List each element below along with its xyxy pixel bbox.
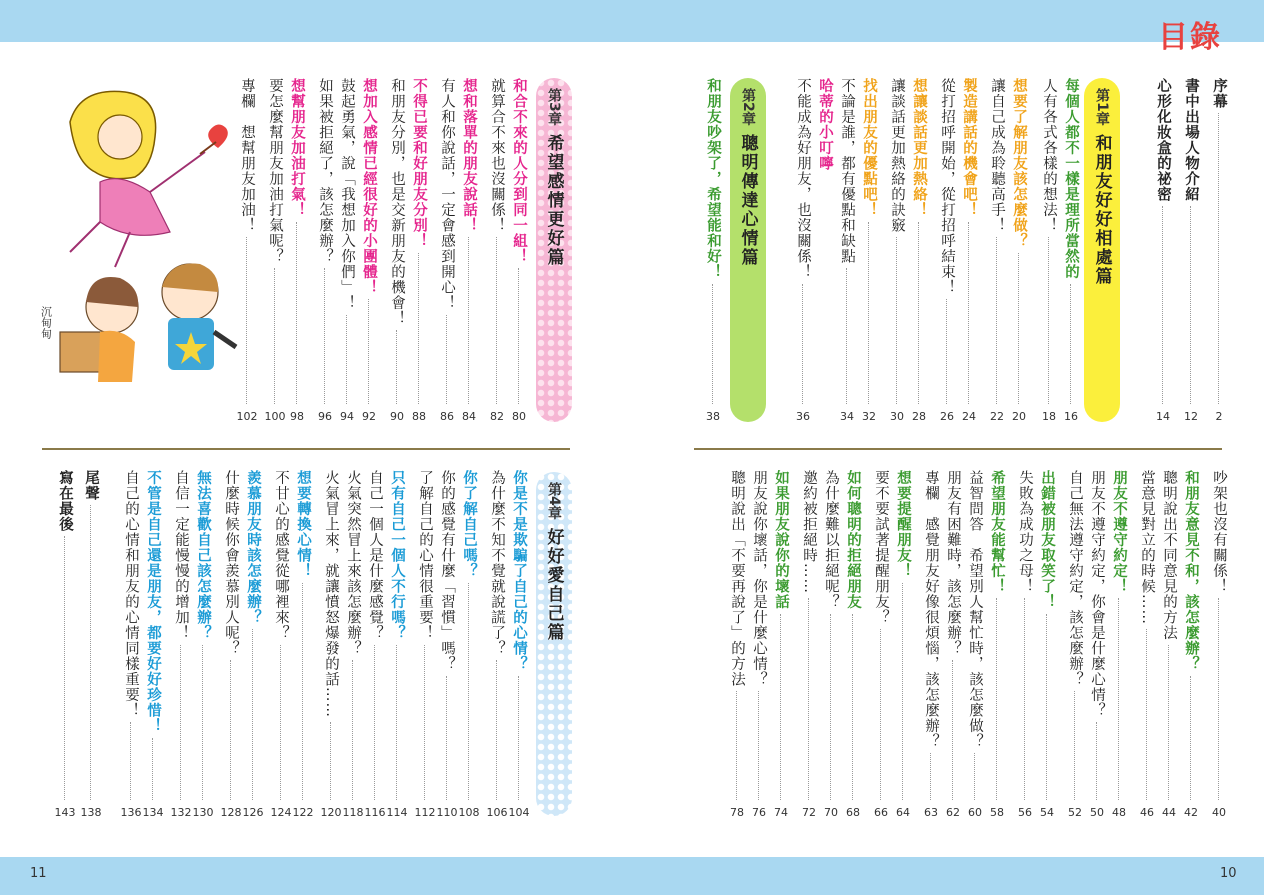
leader-dots — [712, 284, 715, 405]
leader-dots — [1218, 598, 1221, 800]
page-number: 63 — [924, 806, 938, 819]
page-number: 112 — [414, 806, 436, 819]
leader-dots — [1190, 676, 1193, 801]
page-number: 26 — [940, 410, 954, 423]
toc-entry[interactable]: 不能成為好朋友，也沒關係！ — [795, 78, 811, 280]
page-number: 72 — [802, 806, 816, 819]
page-number: 20 — [1012, 410, 1026, 423]
chapter-2-title: 聰明傳達心情篇 — [737, 133, 758, 267]
toc-entry[interactable]: 鼓起勇氣，說「我想加入你們」！ — [339, 78, 355, 311]
page-number: 104 — [508, 806, 530, 819]
leader-dots — [424, 645, 427, 801]
page-number: 30 — [890, 410, 904, 423]
toc-entry[interactable]: 為什麼難以拒絕呢？ — [823, 470, 839, 610]
toc-entry[interactable]: 當意見對立的時候…… — [1139, 470, 1155, 625]
top-band — [0, 0, 1264, 42]
leader-dots — [374, 645, 377, 801]
toc-entry[interactable]: 專欄 感覺朋友好像很煩惱，該怎麼辦？ — [923, 470, 939, 749]
toc-entry[interactable]: 朋友不遵守約定！ — [1111, 470, 1127, 594]
page-number: 62 — [946, 806, 960, 819]
chapter-1-tab — [1084, 78, 1120, 422]
toc-entry[interactable]: 失敗為成功之母！ — [1017, 470, 1033, 594]
leader-dots — [152, 738, 155, 801]
leader-dots — [396, 330, 399, 404]
toc-entry[interactable]: 和朋友分別，也是交新朋友的機會！ — [389, 78, 405, 326]
page-number: 98 — [290, 410, 304, 423]
page-number: 58 — [990, 806, 1004, 819]
leader-dots — [974, 753, 977, 800]
page-number: 86 — [440, 410, 454, 423]
page-number: 44 — [1162, 806, 1176, 819]
page-number: 90 — [390, 410, 404, 423]
toc-entry[interactable]: 火氣突然冒上來該怎麼辦？ — [345, 470, 361, 656]
page-number: 114 — [386, 806, 408, 819]
toc-entry[interactable]: 自己的心情和朋友的心情同樣重要！ — [123, 470, 139, 718]
leader-dots — [846, 268, 849, 404]
toc-entry[interactable]: 什麼時候你會羨慕別人呢？ — [223, 470, 239, 656]
toc-entry[interactable]: 朋友不遵守約定，你會是什麼心情？ — [1089, 470, 1105, 718]
leader-dots — [1168, 645, 1171, 801]
toc-entry[interactable]: 你的感覺有什麼「習慣」嗎？ — [439, 470, 455, 672]
toc-entry[interactable]: 有人和你說話，一定會感到開心！ — [439, 78, 455, 311]
toc-entry[interactable]: 想要轉換心情！ — [295, 470, 311, 579]
leader-dots — [1046, 614, 1049, 801]
leader-dots — [996, 237, 999, 404]
leader-dots — [468, 237, 471, 404]
leader-dots — [736, 691, 739, 800]
page-number: 80 — [512, 410, 526, 423]
chapter-1-title: 和朋友好好相處篇 — [1091, 133, 1112, 286]
chapter-3-tab — [536, 78, 572, 422]
toc-entry[interactable]: 朋友說你壞話，你是什麼心情？ — [751, 470, 767, 687]
toc-entry[interactable]: 和朋友意見不和，該怎麼辦？ — [1183, 470, 1199, 672]
toc-entry[interactable]: 就算合不來也沒關係！ — [489, 78, 505, 233]
leader-dots — [202, 645, 205, 801]
left-divider — [42, 448, 570, 450]
page-number: 50 — [1090, 806, 1104, 819]
leader-dots — [180, 645, 183, 801]
chapter-4-title: 好好愛自己篇 — [543, 527, 564, 642]
chapter-4-number: 第4章 — [546, 482, 562, 520]
page-number: 52 — [1068, 806, 1082, 819]
toc-entry[interactable]: 人有各式各樣的想法！ — [1041, 78, 1057, 233]
leader-dots — [902, 583, 905, 801]
page-number: 102 — [236, 410, 258, 423]
leader-dots — [868, 222, 871, 405]
leader-dots — [780, 614, 783, 801]
page-number: 14 — [1156, 410, 1170, 423]
page-number: 12 — [1184, 410, 1198, 423]
leader-dots — [1218, 113, 1221, 404]
toc-entry[interactable]: 你是不是欺騙了自己的心情？ — [511, 470, 527, 672]
page-number: 82 — [490, 410, 504, 423]
leader-dots — [918, 222, 921, 405]
toc-entry[interactable]: 和朋友吵架了，希望能和好！ — [705, 78, 721, 280]
page-number: 42 — [1184, 806, 1198, 819]
toc-entry[interactable]: 要怎麼幫朋友加油打氣呢？ — [267, 78, 283, 264]
page-number: 138 — [80, 806, 102, 819]
page-number: 84 — [462, 410, 476, 423]
page-number: 68 — [846, 806, 860, 819]
page-number: 134 — [142, 806, 164, 819]
page-number: 88 — [412, 410, 426, 423]
leader-dots — [280, 645, 283, 801]
page-number: 16 — [1064, 410, 1078, 423]
leader-dots — [324, 268, 327, 404]
leader-dots — [852, 614, 855, 801]
toc-entry[interactable]: 為什麼不知不覺就說謊了？ — [489, 470, 505, 656]
sound-effect-text: 沉甸甸 — [40, 306, 53, 339]
toc-entry[interactable]: 和合不來的人分到同一組！ — [511, 78, 527, 264]
page-number: 70 — [824, 806, 838, 819]
page-number: 32 — [862, 410, 876, 423]
leader-dots — [396, 645, 399, 801]
page-number: 38 — [706, 410, 720, 423]
toc-entry[interactable]: 想要了解朋友該怎麼做？ — [1011, 78, 1027, 249]
toc-entry[interactable]: 如何聰明的拒絕朋友 — [845, 470, 861, 610]
toc-entry[interactable]: 不得已要和好朋友分別！ — [411, 78, 427, 249]
page-number: 22 — [990, 410, 1004, 423]
toc-entry[interactable]: 從打招呼開始，從打招呼結束！ — [939, 78, 955, 295]
page-number: 18 — [1042, 410, 1056, 423]
toc-entry[interactable]: 希望朋友能幫忙！ — [989, 470, 1005, 594]
leader-dots — [64, 536, 67, 800]
leader-dots — [90, 505, 93, 800]
leader-dots — [758, 691, 761, 800]
toc-entry[interactable]: 只有自己一個人不行嗎？ — [389, 470, 405, 641]
bottom-band — [0, 857, 1264, 895]
leader-dots — [1096, 722, 1099, 800]
toc-title: 目錄 — [1158, 20, 1222, 55]
toc-entry[interactable]: 自己一個人是什麼感覺？ — [367, 470, 383, 641]
toc-entry[interactable]: 製造講話的機會吧！ — [961, 78, 977, 218]
leader-dots — [252, 629, 255, 800]
leader-dots — [130, 722, 133, 800]
leader-dots — [802, 284, 805, 405]
leader-dots — [1018, 253, 1021, 405]
toc-entry[interactable]: 序幕 — [1211, 78, 1227, 109]
toc-entry[interactable]: 益智問答 希望別人幫忙時，該怎麼做？ — [967, 470, 983, 749]
chapter-3-title: 希望感情更好篇 — [543, 133, 564, 267]
toc-entry[interactable]: 吵架也沒有關係！ — [1211, 470, 1227, 594]
leader-dots — [896, 237, 899, 404]
toc-entry[interactable]: 哈蒂的小叮嚀 — [817, 78, 833, 171]
leader-dots — [518, 268, 521, 404]
leader-dots — [302, 583, 305, 801]
leader-dots — [346, 315, 349, 405]
leader-dots — [1190, 206, 1193, 404]
toc-entry[interactable]: 邀約被拒絕時…… — [801, 470, 817, 594]
page-number: 126 — [242, 806, 264, 819]
toc-entry[interactable]: 讓自己成為聆聽高手！ — [989, 78, 1005, 233]
leader-dots — [946, 299, 949, 404]
toc-entry[interactable]: 寫在最後 — [57, 470, 73, 532]
page-number: 136 — [120, 806, 142, 819]
page-number: 96 — [318, 410, 332, 423]
leader-dots — [368, 299, 371, 404]
chapter-2-number: 第2章 — [740, 88, 756, 126]
toc-entry[interactable]: 如果朋友說你的壞話 — [773, 470, 789, 610]
right-divider — [694, 448, 1222, 450]
toc-entry[interactable]: 想和落單的朋友說話！ — [461, 78, 477, 233]
toc-entry[interactable]: 不甘心的感覺從哪裡來？ — [273, 470, 289, 641]
leader-dots — [996, 598, 999, 800]
toc-entry[interactable]: 自信一定能慢慢的增加！ — [173, 470, 189, 641]
page-number: 94 — [340, 410, 354, 423]
leader-dots — [246, 237, 249, 404]
page-number: 143 — [54, 806, 76, 819]
leader-dots — [830, 614, 833, 801]
toc-entry[interactable]: 聰明說出不同意見的方法 — [1161, 470, 1177, 641]
leader-dots — [1162, 206, 1165, 404]
leader-dots — [1048, 237, 1051, 404]
toc-entry[interactable]: 每個人都不一樣是理所當然的 — [1063, 78, 1079, 280]
leader-dots — [1074, 691, 1077, 800]
leader-dots — [1118, 598, 1121, 800]
leader-dots — [1024, 598, 1027, 800]
toc-entry[interactable]: 想要提醒朋友！ — [895, 470, 911, 579]
chapter-2-tab — [730, 78, 766, 422]
page-number: 40 — [1212, 806, 1226, 819]
toc-entry[interactable]: 想幫朋友加油打氣！ — [289, 78, 305, 218]
leader-dots — [1070, 284, 1073, 405]
chapter-1-number: 第1章 — [1094, 88, 1110, 126]
toc-entry[interactable]: 聰明說出「不要再說了」的方法 — [729, 470, 745, 687]
page-number: 92 — [362, 410, 376, 423]
page-number: 106 — [486, 806, 508, 819]
leader-dots — [1146, 629, 1149, 800]
page-number: 118 — [342, 806, 364, 819]
leader-dots — [352, 660, 355, 800]
page-number: 2 — [1215, 410, 1223, 423]
page-number: 46 — [1140, 806, 1154, 819]
toc-entry[interactable]: 想加入感情已經很好的小團體！ — [361, 78, 377, 295]
page-number: 122 — [292, 806, 314, 819]
leader-dots — [468, 583, 471, 801]
page-number: 120 — [320, 806, 342, 819]
leader-dots — [446, 315, 449, 405]
toc-entry[interactable]: 了解自己的心情很重要！ — [417, 470, 433, 641]
toc-entry[interactable]: 想讓談話更加熱絡！ — [911, 78, 927, 218]
toc-entry[interactable]: 出錯被朋友取笑了！ — [1039, 470, 1055, 610]
toc-entry[interactable]: 火氣冒上來，就讓憤怒爆發的話…… — [323, 470, 339, 718]
toc-entry[interactable]: 尾聲 — [83, 470, 99, 501]
toc-entry[interactable]: 專欄 想幫朋友加油！ — [239, 78, 255, 233]
page-number: 130 — [192, 806, 214, 819]
toc-entry[interactable]: 書中出場人物介紹 — [1183, 78, 1199, 202]
leader-dots — [880, 629, 883, 800]
page-number: 74 — [774, 806, 788, 819]
toc-entry[interactable]: 不論是誰，都有優點和缺點 — [839, 78, 855, 264]
page-number: 24 — [962, 410, 976, 423]
page-number: 124 — [270, 806, 292, 819]
page-number: 110 — [436, 806, 458, 819]
page-number: 128 — [220, 806, 242, 819]
leader-dots — [930, 753, 933, 800]
page-number: 60 — [968, 806, 982, 819]
toc-entry[interactable]: 讓談話更加熱絡的訣竅 — [889, 78, 905, 233]
chapter-4-tab — [536, 472, 572, 816]
leader-dots — [296, 222, 299, 405]
chapter-3-number: 第3章 — [546, 88, 562, 126]
leader-dots — [952, 660, 955, 800]
toc-entry[interactable]: 不管是自己還是朋友，都要好好珍惜！ — [145, 470, 161, 734]
leader-dots — [230, 660, 233, 800]
page-number: 36 — [796, 410, 810, 423]
toc-entry[interactable]: 無法喜歡自己該怎麼辦？ — [195, 470, 211, 641]
toc-entry[interactable]: 朋友有困難時，該怎麼辦？ — [945, 470, 961, 656]
page-number: 132 — [170, 806, 192, 819]
leader-dots — [496, 660, 499, 800]
toc-entry[interactable]: 找出朋友的優點吧！ — [861, 78, 877, 218]
page-number: 64 — [896, 806, 910, 819]
page-number: 108 — [458, 806, 480, 819]
page-number: 116 — [364, 806, 386, 819]
page-number: 76 — [752, 806, 766, 819]
toc-entry[interactable]: 如果被拒絕了，該怎麼辦？ — [317, 78, 333, 264]
toc-entry[interactable]: 羨慕朋友時該怎麼辦？ — [245, 470, 261, 625]
toc-entry[interactable]: 心形化妝盒的祕密 — [1155, 78, 1171, 202]
page-number: 56 — [1018, 806, 1032, 819]
page-number: 54 — [1040, 806, 1054, 819]
right-page-number: 10 — [1220, 866, 1237, 881]
leader-dots — [274, 268, 277, 404]
page-number: 100 — [264, 410, 286, 423]
leader-dots — [446, 676, 449, 801]
page-number: 78 — [730, 806, 744, 819]
page-number: 28 — [912, 410, 926, 423]
leader-dots — [330, 722, 333, 800]
leader-dots — [968, 222, 971, 405]
left-page-number: 11 — [30, 866, 47, 881]
toc-entry[interactable]: 自己無法遵守約定，該怎麼辦？ — [1067, 470, 1083, 687]
toc-entry[interactable]: 要不要試著提醒朋友？ — [873, 470, 889, 625]
page-number: 48 — [1112, 806, 1126, 819]
leader-dots — [496, 237, 499, 404]
leader-dots — [808, 598, 811, 800]
fairy-and-kids-illustration — [40, 82, 240, 392]
toc-entry[interactable]: 你了解自己嗎？ — [461, 470, 477, 579]
page-number: 66 — [874, 806, 888, 819]
leader-dots — [418, 253, 421, 405]
leader-dots — [518, 676, 521, 801]
page-number: 34 — [840, 410, 854, 423]
